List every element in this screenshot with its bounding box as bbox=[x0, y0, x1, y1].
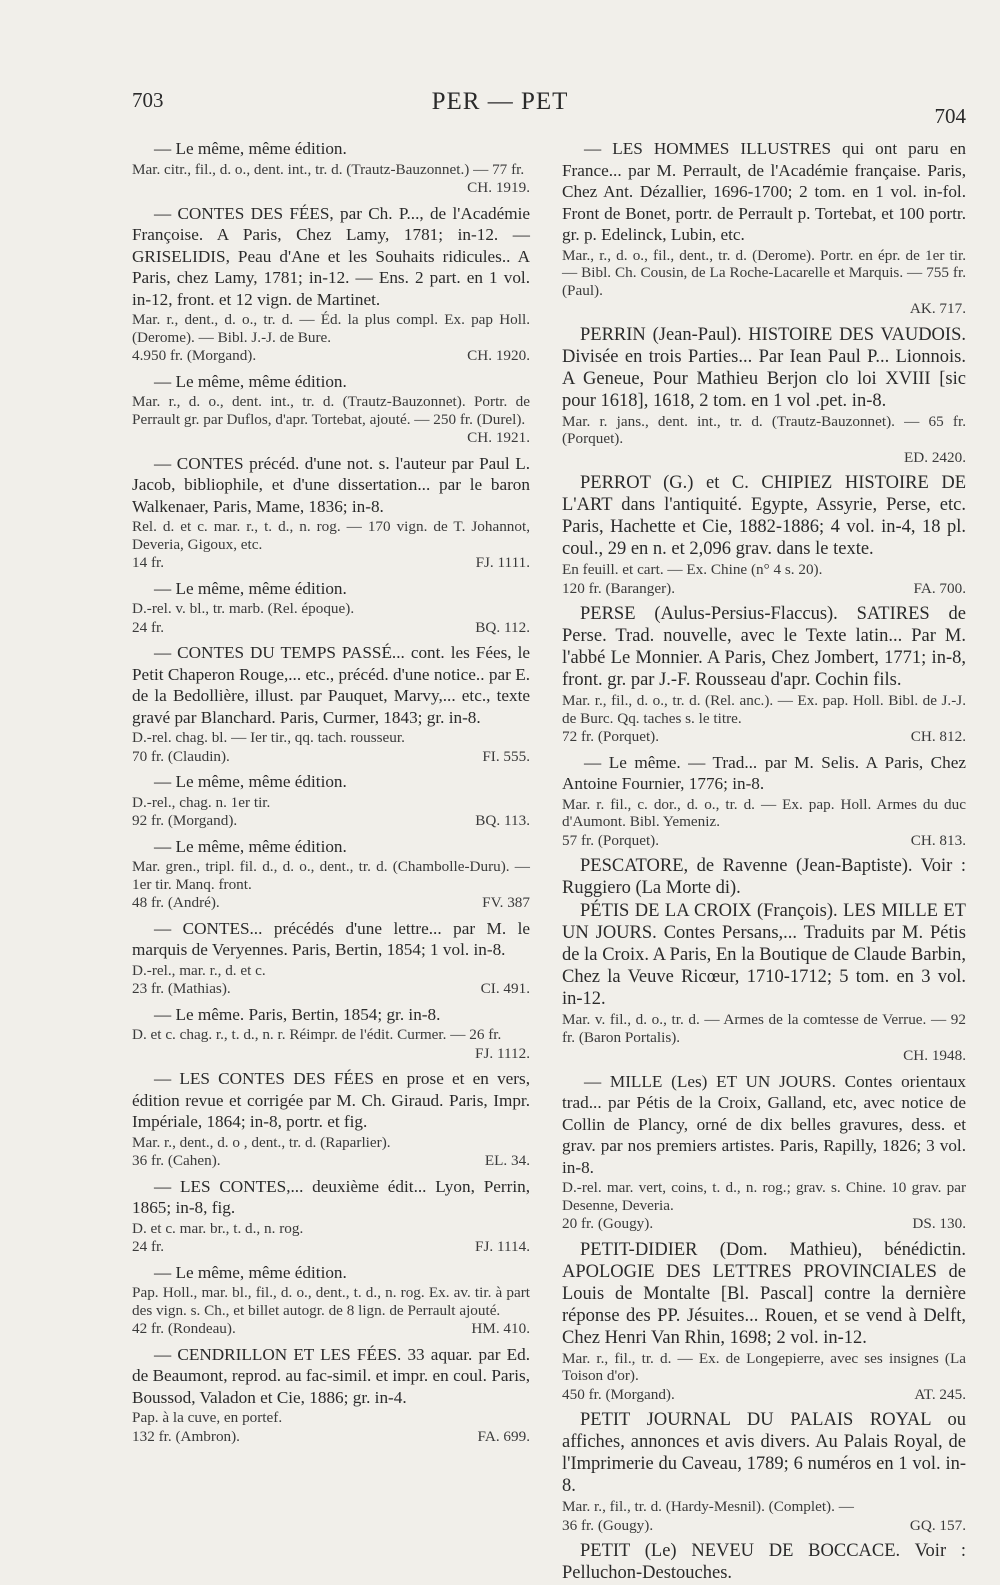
description: Mar. v. fil., d. o., tr. d. — Armes de la comtesse de Verrue. — 92 fr. (Baron Portalis). bbox=[562, 1011, 966, 1046]
description: D.-rel. v. bl., tr. marb. (Rel. époque). bbox=[132, 600, 355, 617]
entry: — LES CONTES DES FÉES en prose et en vers, édition revue et corrigée par M. Ch. Giraud. Paris, Impr. Impériale, 1864; in-8, portr. et fig. bbox=[132, 1069, 530, 1131]
catalogue-ref: FV. 387 bbox=[482, 894, 530, 911]
price-line bbox=[132, 812, 530, 830]
entry: — Le même, même édition. bbox=[154, 836, 347, 856]
price-line bbox=[562, 1047, 966, 1065]
description: En feuill. et cart. — Ex. Chine (n° 4 s. 20). bbox=[562, 561, 823, 578]
entry: — Le même, même édition. bbox=[154, 1262, 347, 1282]
description: Mar. r., fil., d. o., tr. d. (Rel. anc.). — Ex. pap. Holl. Bibl. de J.-J. de Burc. Qq. taches s. le titre. bbox=[562, 692, 966, 727]
price-line bbox=[132, 179, 530, 197]
entry-heading: PÉTIS DE LA CROIX (François). LES MILLE ET UN JOURS. Contes Persans,... Traduits par M. Pétis de la Croix. A Paris, En la Boutique de Claude Barbin, Chez la Veuve Ricœur, 1710-1712; 5 tom. en 3 vol. in-12. bbox=[562, 901, 966, 1009]
entry-heading: PERSE (Aulus-Persius-Flaccus). SATIRES de Perse. Trad. nouvelle, avec le Texte latin... Par M. l'abbé Le Monnier. A Paris, Chez Jombert, 1771; in-8, front. gr. par J.-F. Rousseau d'apr. Cochin fils. bbox=[562, 604, 966, 690]
price-line bbox=[562, 832, 966, 850]
catalogue-ref: CH. 1920. bbox=[467, 347, 530, 364]
left-column bbox=[132, 138, 530, 1451]
description: D. et c. mar. br., t. d., n. rog. bbox=[132, 1219, 304, 1237]
catalogue-ref: BQ. 112. bbox=[475, 618, 530, 636]
catalogue-ref: EL. 34. bbox=[484, 1152, 530, 1169]
description: Mar. r., d. o., dent. int., tr. d. (Trautz-Bauzonnet). Portr. de Perrault gr. par Duflos, d'apr. Tortebat, ajouté. — 250 fr. (Durel). bbox=[132, 393, 530, 428]
description: Mar. r., dent., d. o , dent., tr. d. (Raparlier). bbox=[132, 1133, 391, 1151]
entry: — Le même, même édition. bbox=[154, 578, 347, 598]
price: 72 fr. (Porquet). bbox=[562, 728, 660, 745]
description: D. et c. chag. r., t. d., n. r. Réimpr. de l'édit. Curmer. — 26 fr. bbox=[132, 1026, 502, 1043]
catalogue-ref: FA. 700. bbox=[913, 579, 966, 597]
catalogue-ref: BQ. 113. bbox=[475, 812, 530, 829]
entry: — Le même, même édition. bbox=[154, 139, 347, 158]
price-line bbox=[562, 1215, 966, 1233]
price: 120 fr. (Baranger). bbox=[562, 579, 676, 597]
description: Mar., r., d. o., fil., dent., tr. d. (Derome). Portr. en épr. de 1er tir. — Bibl. Ch. Cousin, de La Roche-Lacarelle et Marquis. — 755 fr. (Paul). bbox=[562, 246, 966, 299]
entry: — LES HOMMES ILLUSTRES qui ont paru en France... par M. Perrault, de l'Académie française. Paris, Chez Ant. Dézallier, 1696-1700; 2 tom. en 1 vol. in-fol. Front de Bonet, portr. de Perrault p. Tortebat, et 100 portr. gr. p. Edelinck, Lubin, etc. bbox=[562, 139, 966, 244]
left-page-number: 703 bbox=[132, 88, 164, 112]
price: 57 fr. (Porquet). bbox=[562, 831, 660, 849]
description: Rel. d. et c. mar. r., t. d., n. rog. — 170 vign. de T. Johannot, Deveria, Gigoux, etc. bbox=[132, 518, 530, 553]
description: Mar. citr., fil., d. o., dent. int., tr. d. (Trautz-Bauzonnet.) — 77 fr. bbox=[132, 160, 525, 178]
description: Pap. à la cuve, en portef. bbox=[132, 1409, 283, 1426]
catalogue-ref: CH. 1948. bbox=[903, 1047, 966, 1064]
catalogue-ref: FI. 555. bbox=[482, 747, 530, 765]
entry-heading: PETIT JOURNAL DU PALAIS ROYAL ou affiches, annonces et avis divers. Au Palais Royal, de l'Imprimerie du Caveau, 1789; 6 numéros en 1 vol. in-8. bbox=[562, 1410, 966, 1496]
price-line bbox=[132, 894, 530, 912]
price-line bbox=[132, 619, 530, 637]
price: 48 fr. (André). bbox=[132, 894, 220, 911]
entry: — CONTES précéd. d'une not. s. l'auteur par Paul L. Jacob, bibliophile, et d'une dissertation... par le baron Walkenaer, Paris, Mame, 1836; in-8. bbox=[132, 453, 530, 516]
price-line bbox=[562, 728, 966, 746]
entry-heading: PERROT (G.) et C. CHIPIEZ HISTOIRE DE L'ART dans l'antiquité. Egypte, Assyrie, Perse, etc. Paris, Hachette et Cie, 1882-1886; 4 vol. in-4, 18 pl. coul., 29 en n. et 2,096 grav. dans le texte. bbox=[562, 473, 966, 559]
catalogue-ref: CH. 1919. bbox=[467, 179, 530, 196]
description: D.-rel., mar. r., d. et c. bbox=[132, 961, 266, 979]
price-line bbox=[132, 1428, 530, 1446]
description: Mar. r. jans., dent. int., tr. d. (Trautz-Bauzonnet). — 65 fr. (Porquet). bbox=[562, 412, 966, 447]
entry-heading: PETIT-DIDIER (Dom. Mathieu), bénédictin. APOLOGIE DES LETTRES PROVINCIALES de Louis de Montalte [Bl. Pascal] contre la dernière réponse des PP. Jésuites... Rouen, et se vend à Delft, Chez Henri Van Rhin, 1698; 2 vol. in-12. bbox=[562, 1239, 966, 1348]
catalogue-ref: FJ. 1111. bbox=[475, 554, 530, 571]
price-line bbox=[132, 748, 530, 766]
catalogue-ref: DS. 130. bbox=[912, 1215, 966, 1232]
price: 450 fr. (Morgand). bbox=[562, 1385, 675, 1403]
catalogue-ref: HM. 410. bbox=[471, 1320, 530, 1337]
description: Pap. Holl., mar. bl., fil., d. o., dent., t. d., n. rog. Ex. av. tir. à part des vign. s. Ch., et billet autogr. de 8 lign. de Perrault ajouté. bbox=[132, 1284, 530, 1319]
price-line bbox=[562, 1386, 966, 1404]
description: Mar. r., fil., tr. d. (Hardy-Mesnil). (Complet). — bbox=[562, 1498, 854, 1515]
catalogue-ref: CH. 812. bbox=[910, 728, 966, 745]
catalogue-ref: GQ. 157. bbox=[909, 1516, 966, 1534]
price-line bbox=[132, 554, 530, 572]
price-line bbox=[132, 1238, 530, 1256]
price: 132 fr. (Ambron). bbox=[132, 1427, 240, 1445]
entry: — MILLE (Les) ET UN JOURS. Contes orientaux trad... par Pétis de la Croix, Galland, etc, avec notice de Collin de Plancy, orné de dix belles gravures, dess. et grav. par nos premiers artistes. Paris, Rapilly, 1826; 3 vol. in-8. bbox=[562, 1071, 966, 1177]
catalogue-ref: CH. 1921. bbox=[467, 429, 530, 446]
price-line bbox=[562, 1517, 966, 1535]
entry: — LES CONTES,... deuxième édit... Lyon, Perrin, 1865; in-8, fig. bbox=[132, 1176, 530, 1217]
entry: — Le même. Paris, Bertin, 1854; gr. in-8. bbox=[154, 1004, 441, 1024]
entry-heading: PERRIN (Jean-Paul). HISTOIRE DES VAUDOIS. Divisée en trois Parties... Par Iean Paul P... Lionnois. A Geneue, Pour Mathieu Berjon clo loi XVIII [sic pour 1618], 1618, 2 tom. en 1 vol .pet. in-8. bbox=[562, 324, 966, 411]
price: 23 fr. (Mathias). bbox=[132, 980, 231, 997]
price-line bbox=[562, 300, 966, 318]
price: 92 fr. (Morgand). bbox=[132, 812, 238, 829]
price: 20 fr. (Gougy). bbox=[562, 1215, 654, 1232]
price: 14 fr. bbox=[132, 554, 165, 571]
catalogue-ref: ED. 2420. bbox=[903, 448, 966, 466]
entry: — Le même, même édition. bbox=[154, 371, 347, 391]
catalogue-ref: CI. 491. bbox=[480, 980, 530, 997]
price-line bbox=[562, 580, 966, 598]
entry: — CONTES DES FÉES, par Ch. P..., de l'Académie Françoise. A Paris, Chez Lamy, 1781; in-12. — GRISELIDIS, Peau d'Ane et les Souhaits ridicules.. A Paris, chez Lamy, 1781; in-12. — Ens. 2 part. en 1 vol. in-12, front. et 12 vign. de Martinet. bbox=[132, 203, 530, 309]
description: D.-rel. chag. bl. — Ier tir., qq. tach. rousseur. bbox=[132, 729, 405, 746]
price: 4.950 fr. (Morgand). bbox=[132, 347, 257, 364]
description: D.-rel., chag. n. 1er tir. bbox=[132, 793, 271, 811]
entry-heading: PETIT (Le) NEVEU DE BOCCACE. Voir : Pelluchon-Destouches. bbox=[562, 1541, 966, 1583]
catalogue-ref: FJ. 1112. bbox=[475, 1044, 530, 1062]
price-line bbox=[132, 1152, 530, 1170]
price-line bbox=[132, 1320, 530, 1338]
description: Mar. r. fil., c. dor., d. o., tr. d. — Ex. pap. Holl. Armes du duc d'Aumont. Bibl. Yemeniz. bbox=[562, 795, 966, 830]
catalogue-ref: FA. 699. bbox=[477, 1427, 530, 1445]
description: Mar. r., dent., d. o., tr. d. — Éd. la plus compl. Ex. pap Holl. (Derome). — Bibl. J.-J. de Bure. bbox=[132, 311, 530, 346]
entry: — CONTES... précédés d'une lettre... par M. le marquis de Veryennes. Paris, Bertin, 1854; 1 vol. in-8. bbox=[132, 918, 530, 959]
description: Mar. r., fil., tr. d. — Ex. de Longepierre, avec ses insignes (La Toison d'or). bbox=[562, 1349, 966, 1384]
entry-heading: PESCATORE, de Ravenne (Jean-Baptiste). Voir : Ruggiero (La Morte di). bbox=[562, 856, 966, 898]
price-line bbox=[132, 429, 530, 447]
right-page-number: 704 bbox=[934, 104, 966, 128]
price-line bbox=[132, 1045, 530, 1063]
price: 42 fr. (Rondeau). bbox=[132, 1320, 236, 1337]
price-line bbox=[562, 449, 966, 467]
entry: — Le même. — Trad... par M. Selis. A Paris, Chez Antoine Fournier, 1776; in-8. bbox=[562, 752, 966, 793]
price: 36 fr. (Cahen). bbox=[132, 1152, 221, 1169]
catalogue-ref: AK. 717. bbox=[909, 300, 966, 317]
running-head: PER — PET bbox=[431, 88, 569, 115]
catalogue-ref: FJ. 1114. bbox=[475, 1238, 530, 1255]
price-line bbox=[132, 347, 530, 365]
price-line bbox=[132, 980, 530, 998]
description: Mar. gren., tripl. fil. d., d. o., dent., tr. d. (Chambolle-Duru). — 1er tir. Manq. front. bbox=[132, 858, 530, 893]
entry: — Le même, même édition. bbox=[154, 772, 347, 791]
right-column bbox=[562, 138, 966, 1585]
price: 24 fr. bbox=[132, 618, 165, 636]
catalogue-ref: AT. 245. bbox=[914, 1385, 966, 1403]
price: 24 fr. bbox=[132, 1238, 165, 1255]
entry: — CENDRILLON ET LES FÉES. 33 aquar. par Ed. de Beaumont, reprod. au fac-simil. et impr. en coul. Paris, Boussod, Valadon et Cie, 1886; gr. in-4. bbox=[132, 1344, 530, 1407]
entry: — CONTES DU TEMPS PASSÉ... cont. les Fées, le Petit Chaperon Rouge,... etc., précéd. d'une notice.. par E. de la Bedollière, illust. par Pauquet, Marvy,... etc., texte gravé par Blanchard. Paris, Curmer, 1843; gr. in-8. bbox=[132, 643, 530, 727]
price: 70 fr. (Claudin). bbox=[132, 747, 230, 765]
description: D.-rel. mar. vert, coins, t. d., n. rog.; grav. s. Chine. 10 grav. par Desenne, Deveria. bbox=[562, 1179, 966, 1214]
catalogue-ref: CH. 813. bbox=[910, 831, 966, 849]
price: 36 fr. (Gougy). bbox=[562, 1516, 654, 1534]
